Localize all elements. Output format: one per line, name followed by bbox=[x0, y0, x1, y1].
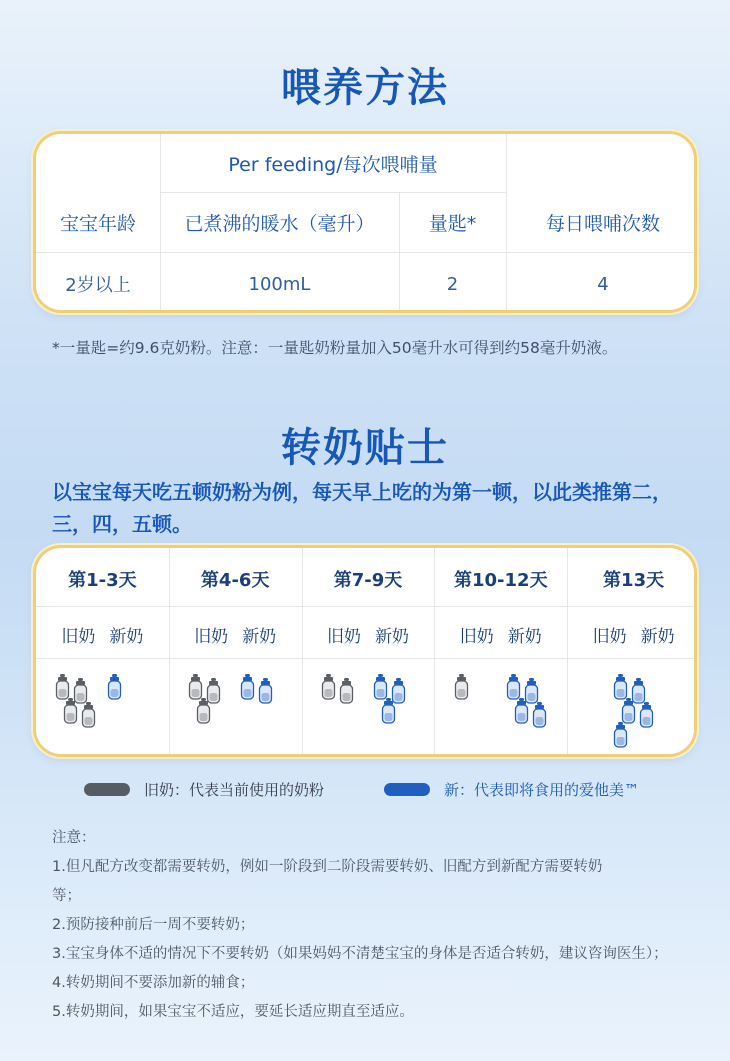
schedule-day-label: 第1-3天 bbox=[68, 570, 137, 591]
new-bottle-icon bbox=[531, 702, 548, 728]
scoop-footnote: *一量匙=约9.6克奶粉。注意：一量匙奶粉量加入50毫升水可得到约58毫升奶液。 bbox=[52, 339, 618, 357]
old-milk-label: 旧奶 bbox=[459, 627, 494, 647]
new-bottle-icon bbox=[513, 698, 530, 724]
legend-new-swatch bbox=[384, 783, 430, 796]
old-bottle-icon bbox=[453, 674, 470, 700]
schedule-day-label: 第13天 bbox=[603, 570, 665, 591]
new-bottle-icon bbox=[638, 702, 655, 728]
note-item: 5.转奶期间，如果宝宝不适应，要延长适应期直至适应。 bbox=[52, 1004, 414, 1020]
old-milk-label: 旧奶 bbox=[326, 627, 361, 647]
old-bottle-icon bbox=[54, 674, 71, 700]
header-feeds-per-day: 每日喂哺次数 bbox=[545, 212, 660, 235]
bottle-group bbox=[36, 668, 169, 748]
schedule-milk-labels bbox=[302, 622, 435, 647]
new-milk-label: 新奶 bbox=[109, 627, 144, 647]
new-bottle-icon bbox=[372, 674, 389, 700]
old-milk-label: 旧奶 bbox=[194, 627, 229, 647]
bottle-group bbox=[567, 668, 697, 748]
note-item: 4.转奶期间不要添加新的辅食； bbox=[52, 975, 255, 991]
schedule-milk-labels bbox=[434, 622, 567, 647]
schedule-day-label: 第4-6天 bbox=[200, 570, 270, 591]
bottle-group bbox=[302, 668, 435, 748]
per-feeding-header: Per feeding/每次喂哺量 bbox=[228, 153, 438, 176]
schedule-milk-labels bbox=[567, 622, 697, 647]
new-bottle-icon bbox=[620, 698, 637, 724]
header-scoops: 量匙* bbox=[428, 212, 477, 235]
legend-old-swatch bbox=[84, 783, 130, 796]
schedule-milk-labels bbox=[169, 622, 302, 647]
old-milk-label: 旧奶 bbox=[61, 627, 96, 647]
schedule-column bbox=[434, 548, 567, 754]
new-bottle-icon bbox=[612, 722, 629, 748]
feeding-table-card bbox=[33, 131, 697, 313]
new-milk-label: 新奶 bbox=[242, 627, 277, 647]
note-item: 1.但凡配方改变都需要转奶，例如一阶段到二阶段需要转奶、旧配方到新配方需要转奶 bbox=[52, 859, 603, 875]
note-item: 2.预防接种前后一周不要转奶； bbox=[52, 917, 255, 933]
bottle-group bbox=[169, 668, 302, 748]
feeding-table bbox=[36, 134, 694, 310]
notes-heading: 注意： bbox=[52, 830, 96, 846]
transition-intro: 以宝宝每天吃五顿奶粉为例，每天早上吃的为第一顿，以此类推第二，三，四，五顿。 bbox=[52, 480, 672, 536]
transition-title: 转奶贴士 bbox=[281, 425, 449, 471]
legend-new bbox=[384, 779, 639, 800]
schedule-day-label: 第10-12天 bbox=[454, 570, 548, 591]
value-age: 2岁以上 bbox=[65, 275, 131, 296]
new-bottle-icon bbox=[380, 698, 397, 724]
new-bottle-icon bbox=[612, 674, 629, 700]
feeding-title: 喂养方法 bbox=[281, 65, 449, 111]
schedule-milk-labels bbox=[36, 622, 169, 647]
new-milk-label: 新奶 bbox=[640, 627, 675, 647]
schedule-column bbox=[36, 548, 169, 754]
new-bottle-icon bbox=[257, 678, 274, 704]
header-water: 已煮沸的暖水（毫升） bbox=[184, 212, 375, 235]
old-bottle-icon bbox=[187, 674, 204, 700]
notes-section bbox=[52, 824, 692, 1027]
legend-new-label: 新：代表即将食用的爱他美™ bbox=[444, 781, 640, 799]
legend-old bbox=[84, 779, 324, 800]
note-item: 等； bbox=[52, 888, 81, 904]
schedule-column bbox=[567, 548, 697, 754]
old-milk-label: 旧奶 bbox=[592, 627, 627, 647]
old-bottle-icon bbox=[338, 678, 355, 704]
header-age: 宝宝年龄 bbox=[59, 212, 136, 235]
schedule-column bbox=[169, 548, 302, 754]
bottle-group bbox=[434, 668, 567, 748]
old-bottle-icon bbox=[195, 698, 212, 724]
new-milk-label: 新奶 bbox=[374, 627, 409, 647]
value-water: 100mL bbox=[248, 273, 311, 295]
new-bottle-icon bbox=[239, 674, 256, 700]
new-bottle-icon bbox=[505, 674, 522, 700]
schedule-column bbox=[302, 548, 435, 754]
new-milk-label: 新奶 bbox=[507, 627, 542, 647]
legend-old-label: 旧奶：代表当前使用的奶粉 bbox=[144, 781, 325, 799]
transition-schedule-card bbox=[33, 545, 697, 757]
note-item: 3.宝宝身体不适的情况下不要转奶（如果妈妈不清楚宝宝的身体是否适合转奶，建议咨询医生）； bbox=[52, 946, 668, 962]
schedule-day-label: 第7-9天 bbox=[333, 570, 403, 591]
new-bottle-icon bbox=[106, 674, 123, 700]
old-bottle-icon bbox=[62, 698, 79, 724]
value-scoops: 2 bbox=[446, 273, 459, 295]
value-feeds-per-day: 4 bbox=[597, 273, 609, 295]
old-bottle-icon bbox=[80, 702, 97, 728]
old-bottle-icon bbox=[320, 674, 337, 700]
